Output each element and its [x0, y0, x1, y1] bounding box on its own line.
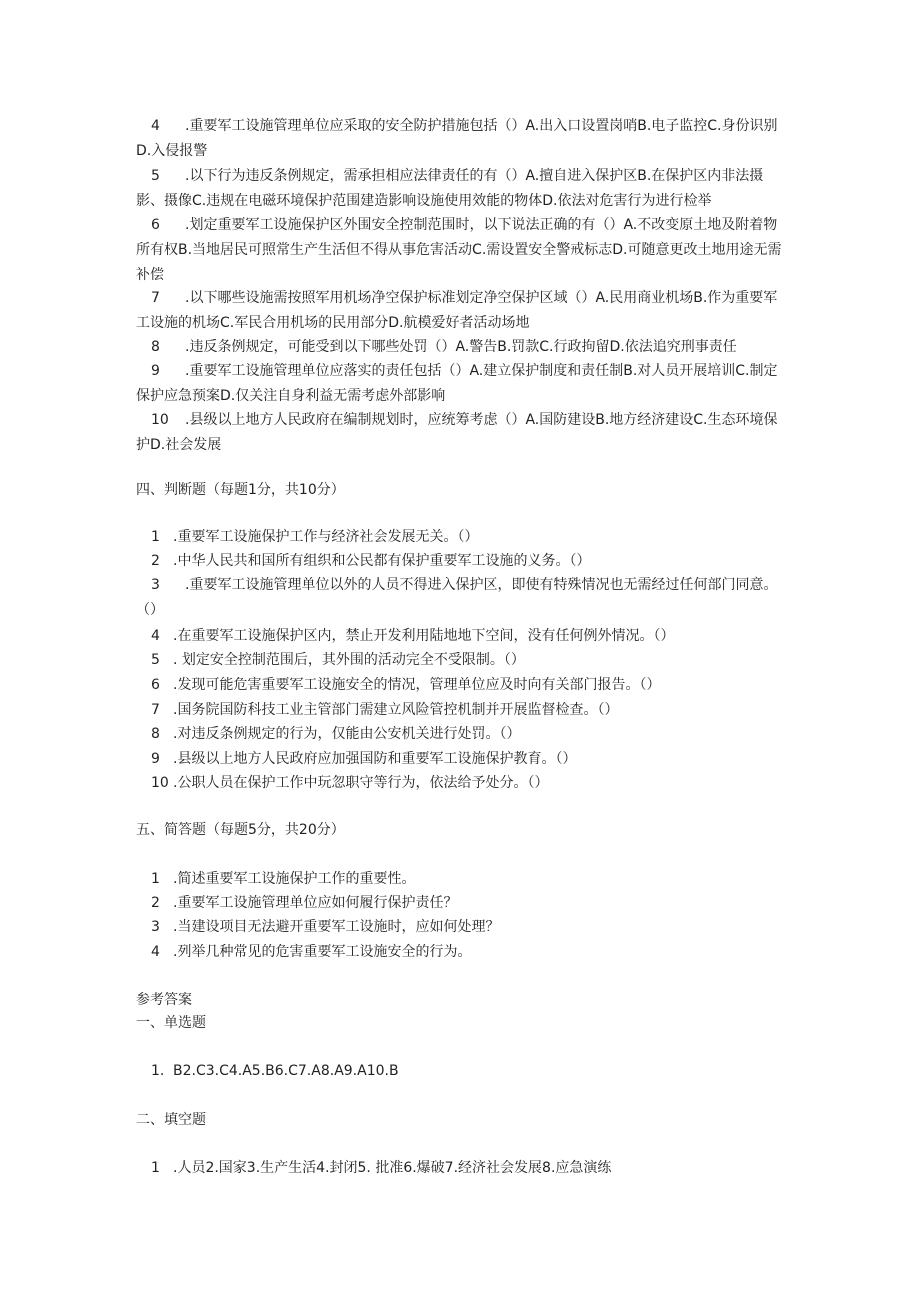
list-item — [136, 869, 415, 889]
question-text: .划定重要军工设施保护区外围安全控制范围时，以下说法正确的有（）A.不改变原土地及附着物所有权B.当地居民可照常生产生活但不得从事危害活动C.需设置安全警戒标志D.可随意更改土地用途无需补偿 — [136, 217, 782, 283]
item-number: 1 — [151, 1160, 160, 1176]
question-item — [136, 286, 788, 336]
question-number: 4 — [151, 118, 160, 134]
question-text: .县级以上地方人民政府在编制规划时，应统筹考虑（）A.国防建设B.地方经济建设C.生态环境保护D.社会发展 — [136, 412, 778, 453]
item-text: .重要军工设施管理单位以外的人员不得进入保护区，即使有特殊情况也无需经过任何部门同意。（） — [136, 577, 778, 618]
list-item — [136, 573, 788, 623]
answers-part2-heading: 二、填空题 — [136, 1112, 206, 1128]
question-text: .以下行为违反条例规定，需承担相应法律责任的有（）A.擅自进入保护区B.在保护区内非法摄影、摄像C.违规在电磁环境保护范围建造影响设施使用效能的物体D.依法对危害行为进行检举 — [136, 168, 764, 209]
item-text: .在重要军工设施保护区内，禁止开发利用陆地地下空间，没有任何例外情况。（） — [173, 628, 675, 644]
item-text: .国务院国防科技工业主管部门需建立风险管控机制并开展监督检查。（） — [173, 702, 619, 718]
item-number: 8 — [151, 726, 160, 742]
item-number: 10 — [151, 775, 169, 791]
question-text: .违反条例规定，可能受到以下哪些处罚（）A.警告B.罚款C.行政拘留D.依法追究刑事责任 — [185, 339, 737, 355]
item-text: .重要军工设施保护工作与经济社会发展无关。（） — [173, 529, 479, 545]
question-text: .重要军工设施管理单位应落实的责任包括（）A.建立保护制度和责任制B.对人员开展培训C.制定保护应急预案D.仅关注自身利益无需考虑外部影响 — [136, 363, 778, 404]
item-number: 6 — [151, 677, 160, 693]
question-item — [136, 114, 788, 164]
question-item — [136, 164, 788, 214]
question-item — [136, 213, 788, 288]
question-item — [136, 408, 788, 458]
question-item — [136, 335, 788, 360]
item-number: 1 — [151, 529, 160, 545]
question-number: 8 — [151, 339, 160, 355]
section-heading: 五、简答题（每题5分，共20分） — [136, 822, 345, 838]
list-item — [136, 551, 590, 571]
item-text: .发现可能危害重要军工设施安全的情况，管理单位应及时向有关部门报告。（） — [173, 677, 661, 693]
list-item — [136, 527, 478, 547]
list-item — [136, 700, 618, 720]
item-number: 3 — [151, 577, 160, 593]
list-item — [136, 893, 457, 913]
item-text: .公职人员在保护工作中玩忽职守等行为，依法给予处分。（） — [173, 775, 549, 791]
item-number: 1. — [151, 1063, 165, 1079]
answers-part1-line — [136, 1061, 399, 1081]
item-number: 1 — [151, 871, 160, 887]
item-text: .县级以上地方人民政府应加强国防和重要军工设施保护教育。（） — [173, 751, 577, 767]
question-text: .重要军工设施管理单位应采取的安全防护措施包括（）A.出入口设置岗哨B.电子监控C.身份识别D.入侵报警 — [136, 118, 778, 159]
list-item — [136, 675, 660, 695]
question-number: 5 — [151, 168, 160, 184]
list-item — [136, 773, 548, 793]
item-text: .当建设项目无法避开重要军工设施时，应如何处理？ — [173, 919, 500, 935]
item-text: B2.C3.C4.A5.B6.C7.A8.A9.A10.B — [173, 1063, 399, 1079]
item-text: .对违反条例规定的行为，仅能由公安机关进行处罚。（） — [173, 726, 521, 742]
answers-heading: 参考答案 — [136, 992, 192, 1008]
question-text: .以下哪些设施需按照军用机场净空保护标准划定净空保护区域（）A.民用商业机场B.作为重要军工设施的机场C.军民合用机场的民用部分D.航模爱好者活动场地 — [136, 290, 778, 331]
question-number: 10 — [151, 412, 169, 428]
section-heading: 四、判断题（每题1分，共10分） — [136, 482, 345, 498]
list-item — [136, 749, 576, 769]
question-number: 7 — [151, 290, 160, 306]
item-number: 4 — [151, 628, 160, 644]
question-number: 6 — [151, 217, 160, 233]
question-item — [136, 359, 788, 409]
item-text: .中华人民共和国所有组织和公民都有保护重要军工设施的义务。（） — [173, 553, 591, 569]
list-item — [136, 942, 471, 962]
item-number: 2 — [151, 895, 160, 911]
item-number: 4 — [151, 944, 160, 960]
item-number: 3 — [151, 919, 160, 935]
list-item — [136, 917, 499, 937]
answers-part2-line — [136, 1158, 611, 1178]
list-item — [136, 650, 525, 670]
item-number: 2 — [151, 553, 160, 569]
item-number: 5 — [151, 652, 160, 668]
item-text: . 划定安全控制范围后，其外围的活动完全不受限制。（） — [173, 652, 525, 668]
item-number: 7 — [151, 702, 160, 718]
list-item — [136, 626, 674, 646]
item-text: .列举几种常见的危害重要军工设施安全的行为。 — [173, 944, 472, 960]
question-number: 9 — [151, 363, 160, 379]
item-text: .人员2.国家3.生产生活4.封闭5. 批准6.爆破7.经济社会发展8.应急演练 — [173, 1160, 612, 1176]
answers-part1-heading: 一、单选题 — [136, 1015, 206, 1031]
item-number: 9 — [151, 751, 160, 767]
item-text: .简述重要军工设施保护工作的重要性。 — [173, 871, 416, 887]
list-item — [136, 724, 520, 744]
item-text: .重要军工设施管理单位应如何履行保护责任？ — [173, 895, 458, 911]
